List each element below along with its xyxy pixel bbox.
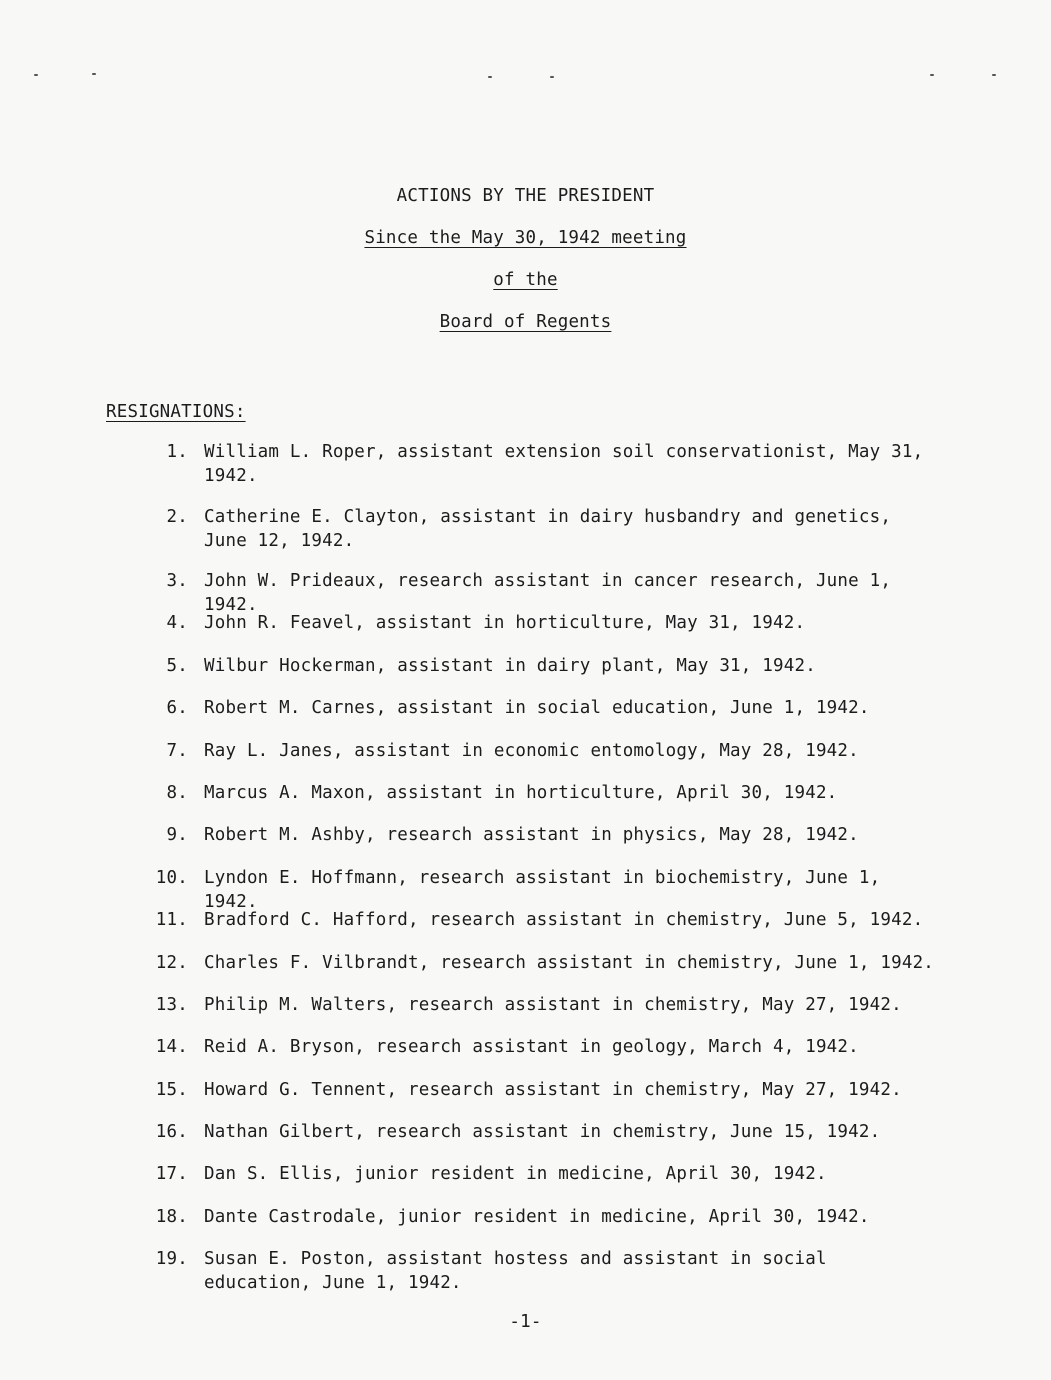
list-item	[150, 866, 950, 912]
subtitle-line: Since the May 30, 1942 meeting	[364, 228, 687, 248]
page-number: -1-	[509, 1312, 542, 1332]
item-text: Dante Castrodale, junior resident in medicine, April 30, 1942.	[204, 1206, 870, 1227]
item-number: 1.	[166, 442, 188, 462]
item-text: Reid A. Bryson, research assistant in geology, March 4, 1942.	[204, 1037, 859, 1058]
scan-speck	[488, 76, 492, 78]
item-text: John W. Prideaux, research assistant in cancer research, June 1, 1942.	[204, 571, 892, 615]
item-text: John R. Feavel, assistant in horticulture, May 31, 1942.	[204, 613, 806, 634]
list-item	[150, 823, 950, 865]
item-number: 7.	[166, 740, 188, 761]
item-text: Robert M. Carnes, assistant in social education, June 1, 1942.	[204, 698, 870, 719]
document-title: ACTIONS BY THE PRESIDENT	[396, 186, 655, 206]
list-item	[150, 1120, 950, 1162]
list-item	[150, 654, 950, 696]
item-number: 3.	[166, 571, 188, 591]
list-item	[150, 781, 950, 823]
list-item	[150, 951, 950, 993]
item-text: Bradford C. Hafford, research assistant in chemistry, June 5, 1942.	[204, 910, 924, 931]
item-number: 10.	[155, 867, 188, 888]
list-item	[150, 505, 950, 570]
item-number: 12.	[155, 952, 188, 973]
item-text: Lyndon E. Hoffmann, research assistant in biochemistry, June 1, 1942.	[204, 867, 881, 912]
item-number: 4.	[166, 613, 188, 634]
list-item	[150, 908, 950, 950]
subtitle-line: Board of Regents	[439, 312, 612, 332]
item-number: 5.	[166, 655, 188, 676]
item-number: 9.	[166, 825, 188, 846]
scan-speck	[992, 74, 996, 76]
section-heading: RESIGNATIONS:	[106, 402, 246, 422]
scan-speck	[34, 74, 38, 76]
scan-speck	[930, 74, 934, 76]
item-number: 14.	[155, 1037, 188, 1058]
item-text: Dan S. Ellis, junior resident in medicine, April 30, 1942.	[204, 1164, 827, 1185]
item-text: Marcus A. Maxon, assistant in horticulture, April 30, 1942.	[204, 782, 838, 803]
list-item	[150, 569, 950, 615]
list-item	[150, 1035, 950, 1077]
item-number: 17.	[155, 1164, 188, 1185]
item-number: 18.	[155, 1206, 188, 1227]
item-text: Howard G. Tennent, research assistant in chemistry, May 27, 1942.	[204, 1079, 902, 1100]
list-item	[150, 1205, 950, 1247]
item-text: Catherine E. Clayton, assistant in dairy husbandry and genetics, June 12, 1942.	[204, 506, 892, 551]
list-item	[150, 739, 950, 781]
list-item	[150, 993, 950, 1035]
item-number: 11.	[155, 910, 188, 931]
item-number: 16.	[155, 1122, 188, 1143]
list-item	[150, 1247, 950, 1312]
item-text: Nathan Gilbert, research assistant in chemistry, June 15, 1942.	[204, 1122, 881, 1143]
item-text: Ray L. Janes, assistant in economic entomology, May 28, 1942.	[204, 740, 859, 761]
item-number: 6.	[166, 698, 188, 719]
list-item	[150, 1162, 950, 1204]
item-number: 8.	[166, 782, 188, 803]
subtitle-line: of the	[493, 270, 558, 290]
list-item	[150, 1078, 950, 1120]
item-number: 19.	[155, 1249, 188, 1270]
item-text: Robert M. Ashby, research assistant in physics, May 28, 1942.	[204, 825, 859, 846]
scan-speck	[550, 76, 554, 78]
item-text: Charles F. Vilbrandt, research assistant in chemistry, June 1, 1942.	[204, 952, 935, 973]
item-number: 15.	[155, 1079, 188, 1100]
item-text: Wilbur Hockerman, assistant in dairy plant, May 31, 1942.	[204, 655, 816, 676]
item-text: Philip M. Walters, research assistant in chemistry, May 27, 1942.	[204, 994, 902, 1015]
item-number: 2.	[166, 506, 188, 527]
list-item	[150, 611, 950, 653]
item-text: William L. Roper, assistant extension soil conservationist, May 31, 1942.	[204, 442, 924, 486]
resignations-list	[150, 440, 950, 1312]
list-item	[150, 440, 950, 505]
item-number: 13.	[155, 994, 188, 1015]
item-text: Susan E. Poston, assistant hostess and assistant in social education, June 1, 1942.	[204, 1249, 827, 1294]
scan-speck	[92, 73, 96, 75]
list-item	[150, 696, 950, 738]
